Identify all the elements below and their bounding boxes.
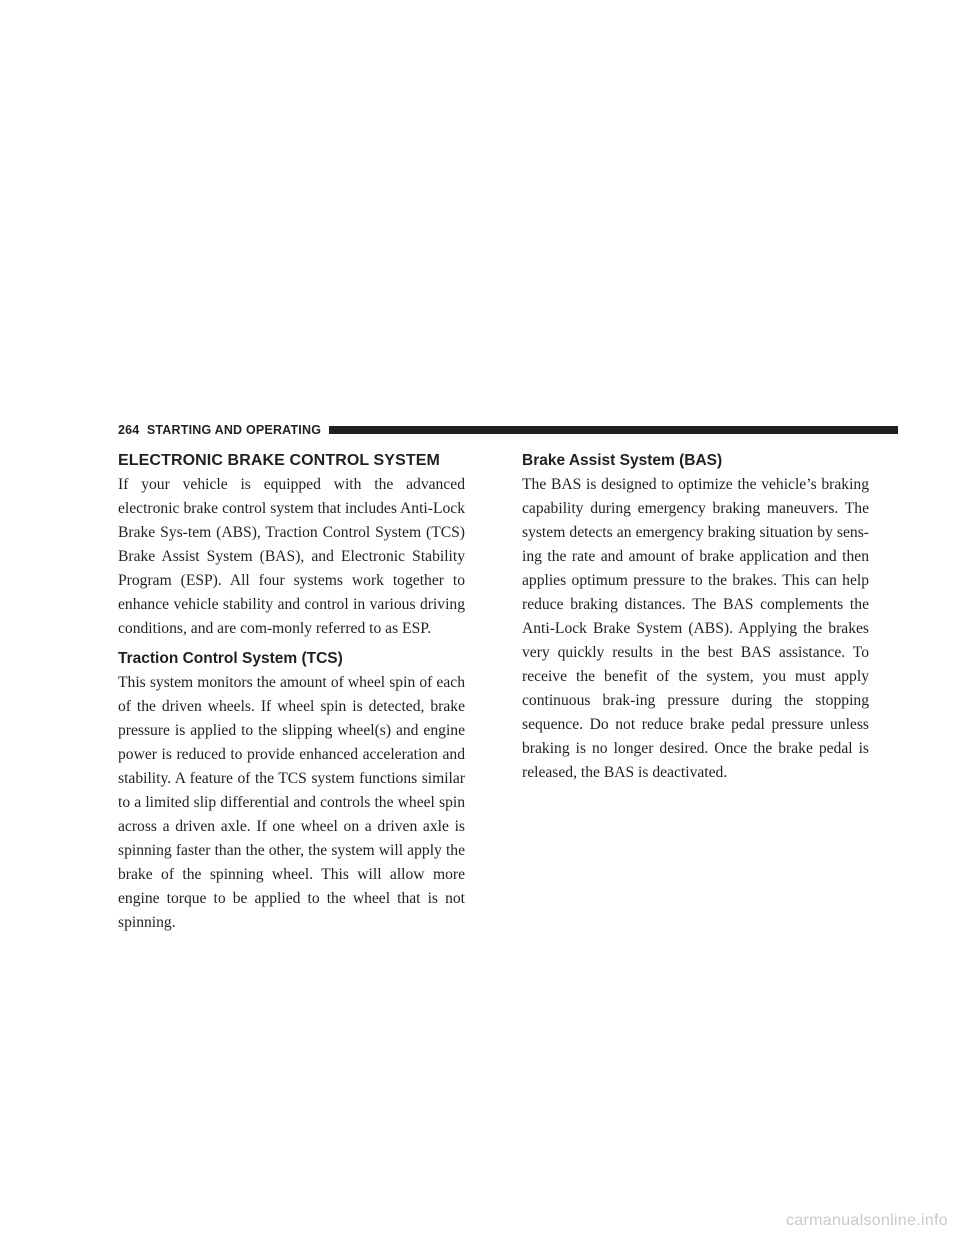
section-heading: ELECTRONIC BRAKE CONTROL SYSTEM bbox=[118, 452, 440, 469]
header-rule bbox=[329, 426, 898, 434]
right-column bbox=[522, 451, 869, 785]
watermark: carmanualsonline.info bbox=[786, 1212, 948, 1229]
tcs-paragraph: This system monitors the amount of wheel spin of each of the driven wheels. If wheel spin is detected, brake pressure is applied to the slipping wheel(s) and engine power is reduced to provide enhanced acceleration and stability. A feature of the TCS system functions similar to a limited slip differential and controls the wheel spin across a driven axle. If one wheel on a driven axle is spinning faster than the other, the system will apply the brake of the spinning wheel. This will allow more engine torque to be applied to the wheel that is not spinning. bbox=[118, 674, 465, 931]
page-header bbox=[118, 422, 898, 438]
intro-paragraph: If your vehicle is equipped with the advanced electronic brake control system that includes Anti-Lock Brake Sys-tem (ABS), Traction Control System (TCS) Brake Assist System (BAS), and Electronic Stability Program (ESP). All four systems work together to enhance vehicle stability and control in various driving conditions, and are com-monly referred to as ESP. bbox=[118, 476, 465, 637]
bas-heading: Brake Assist System (BAS) bbox=[522, 452, 723, 469]
left-column bbox=[118, 451, 465, 935]
running-header bbox=[118, 423, 329, 437]
bas-paragraph: The BAS is designed to optimize the vehicle’s braking capability during emergency braking maneuvers. The system detects an emergency braking situation by sens-ing the rate and amount of brake application and then applies optimum pressure to the brakes. This can help reduce braking distances. The BAS complements the Anti-Lock Brake System (ABS). Applying the brakes very quickly results in the best BAS assistance. To receive the benefit of the system, you must apply continuous brak-ing pressure during the stopping sequence. Do not reduce brake pedal pressure unless braking is no longer desired. Once the brake pedal is released, the BAS is deactivated. bbox=[522, 476, 869, 781]
page-number: 264 bbox=[118, 423, 140, 437]
section-title: STARTING AND OPERATING bbox=[146, 423, 322, 437]
tcs-heading: Traction Control System (TCS) bbox=[118, 650, 343, 667]
